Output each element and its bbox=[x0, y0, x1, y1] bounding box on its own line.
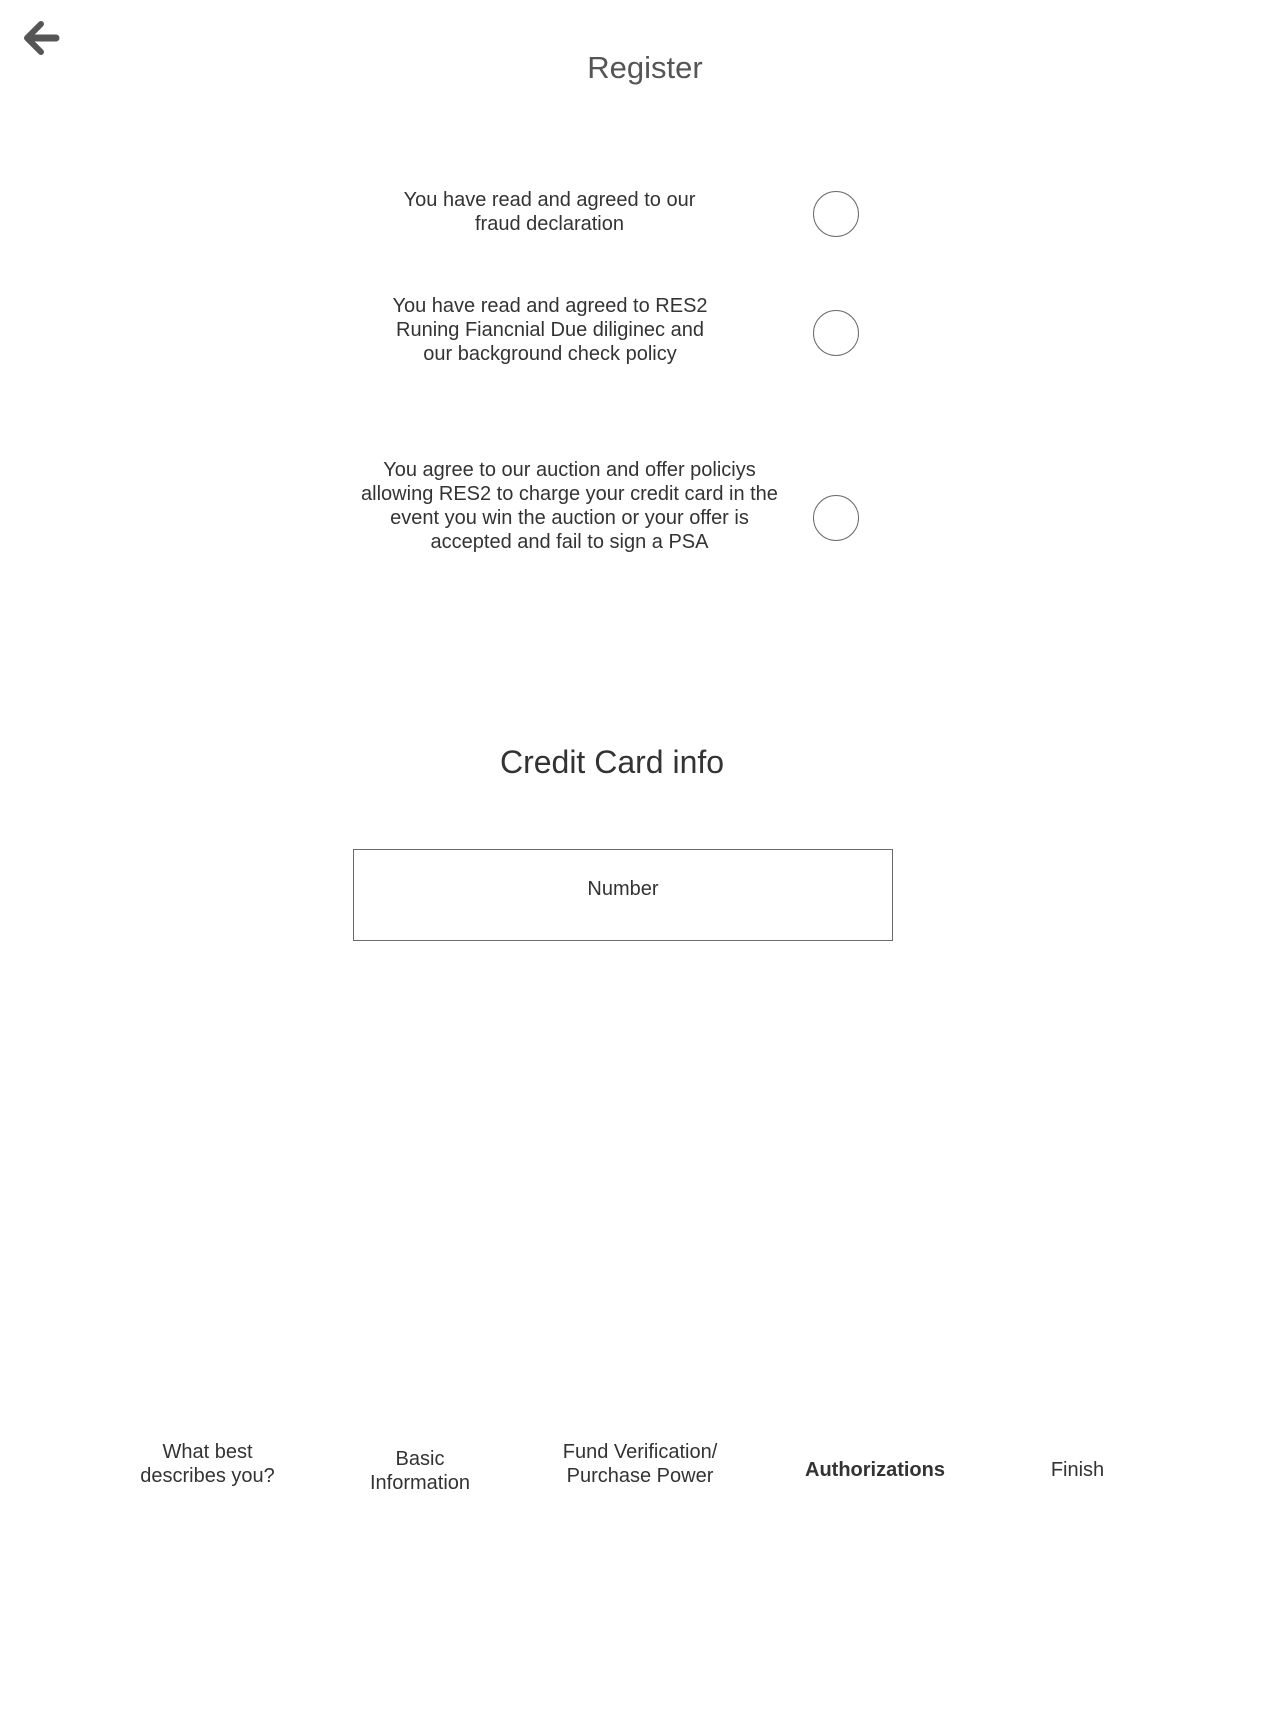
card-number-field[interactable] bbox=[353, 849, 893, 941]
agreement-due-diligence-radio[interactable] bbox=[813, 310, 859, 356]
agreement-auction-policy-text: You agree to our auction and offer policiys allowing RES2 to charge your credit card in the event you win the auction or your offer is accepted and fail to sign a PSA bbox=[361, 459, 778, 553]
agreement-fraud-declaration-text: You have read and agreed to our fraud declaration bbox=[403, 189, 696, 235]
agreement-auction-policy-radio[interactable] bbox=[813, 495, 859, 541]
step-what-best-describes-you[interactable]: What best describes you? bbox=[140, 1441, 275, 1487]
agreement-fraud-declaration-radio[interactable] bbox=[813, 191, 859, 237]
agreement-due-diligence-text: You have read and agreed to RES2 Runing Fiancnial Due diliginec and our background check policy bbox=[392, 295, 708, 365]
step-fund-verification[interactable]: Fund Verification/ Purchase Power bbox=[562, 1441, 718, 1487]
step-finish[interactable]: Finish bbox=[1050, 1459, 1105, 1481]
step-basic-information[interactable]: Basic Information bbox=[369, 1448, 471, 1494]
credit-card-title: Credit Card info bbox=[499, 744, 725, 780]
step-authorizations[interactable]: Authorizations bbox=[805, 1459, 945, 1481]
page-title: Register bbox=[587, 50, 703, 85]
card-number-placeholder: Number bbox=[587, 878, 659, 900]
